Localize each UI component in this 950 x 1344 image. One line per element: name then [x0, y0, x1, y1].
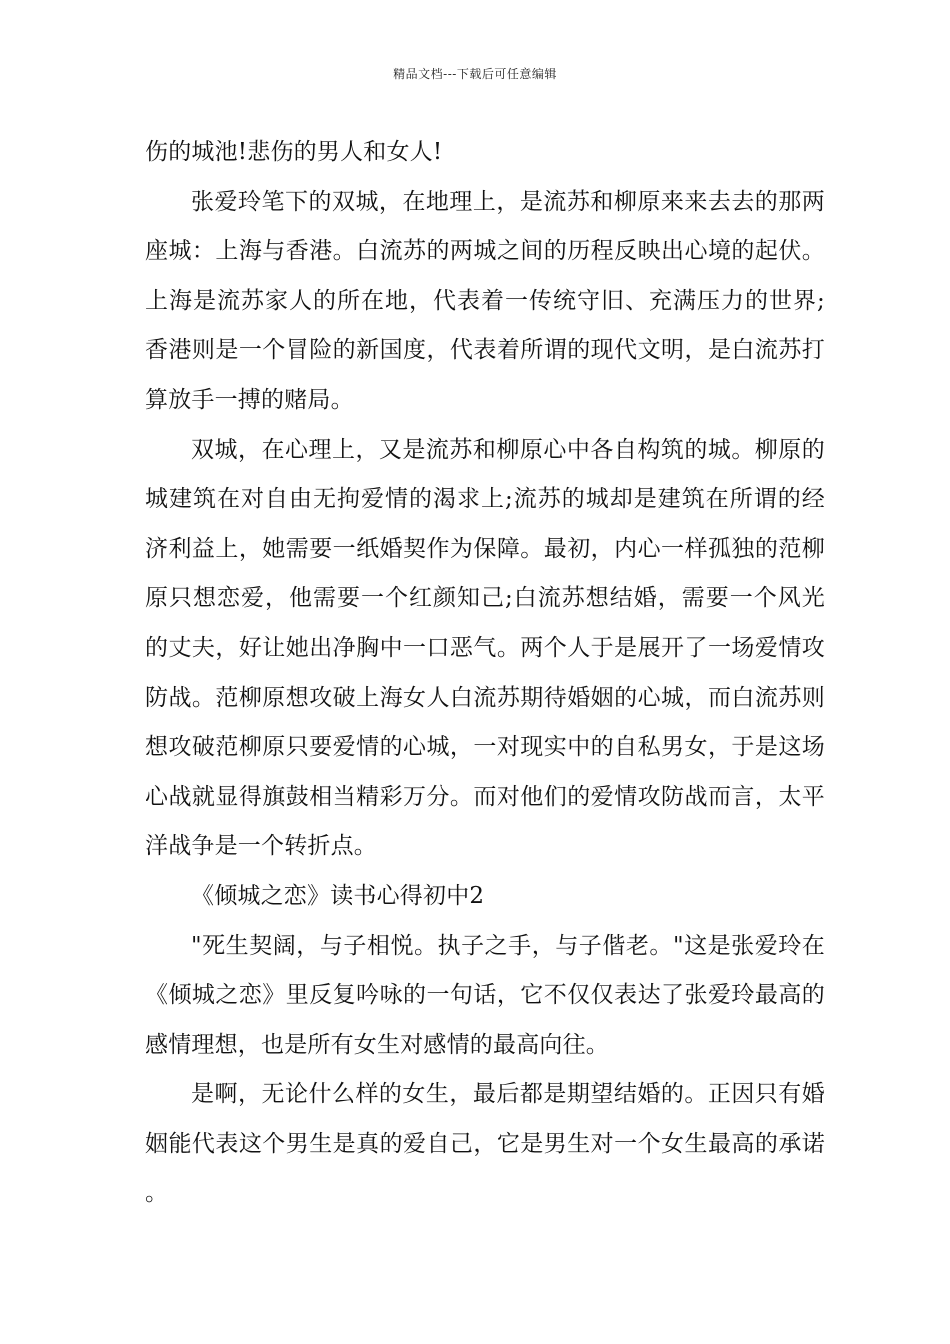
- paragraph-double-city-psychology: 双城，在心理上，又是流苏和柳原心中各自构筑的城。柳原的城建筑在对自由无拘爱情的渴求上;流苏的城却是建筑在所谓的经济利益上，她需要一纸婚契作为保障。最初，内心一样孤独的范柳原只想恋爱，他需要一个红颜知己;白流苏想结婚，需要一个风光的丈夫，好让她出净胸中一口恶气。两个人于是展开了一场爱情攻防战。范柳原想攻破上海女人白流苏期待婚姻的心城，而白流苏则想攻破范柳原只要爱情的心城，一对现实中的自私男女，于是这场心战就显得旗鼓相当精彩万分。而对他们的爱情攻防战而言，太平洋战争是一个转折点。: [145, 436, 825, 860]
- document-body: [145, 128, 825, 1219]
- page-header: 精品文档---下载后可任意编辑: [393, 67, 557, 81]
- paragraph-double-city-geography: 张爱玲笔下的双城，在地理上，是流苏和柳原来来去去的那两座城：上海与香港。白流苏的两城之间的历程反映出心境的起伏。上海是流苏家人的所在地，代表着一传统守旧、充满压力的世界;香港则是一个冒险的新国度，代表着所谓的现代文明，是白流苏打算放手一搏的赌局。: [145, 188, 825, 413]
- paragraph-marriage: 是啊，无论什么样的女生，最后都是期望结婚的。正因只有婚姻能代表这个男生是真的爱自己，它是男生对一个女生最高的承诺。: [145, 1081, 825, 1207]
- section-heading: 《倾城之恋》读书心得初中2: [191, 882, 485, 909]
- paragraph-quote: "死生契阔，与子相悦。执子之手，与子偕老。"这是张爱玲在《倾城之恋》里反复吟咏的一句话，它不仅仅表达了张爱玲最高的感情理想，也是所有女生对感情的最高向往。: [145, 932, 825, 1058]
- paragraph-continuation: 伤的城池!悲伤的男人和女人!: [145, 139, 443, 165]
